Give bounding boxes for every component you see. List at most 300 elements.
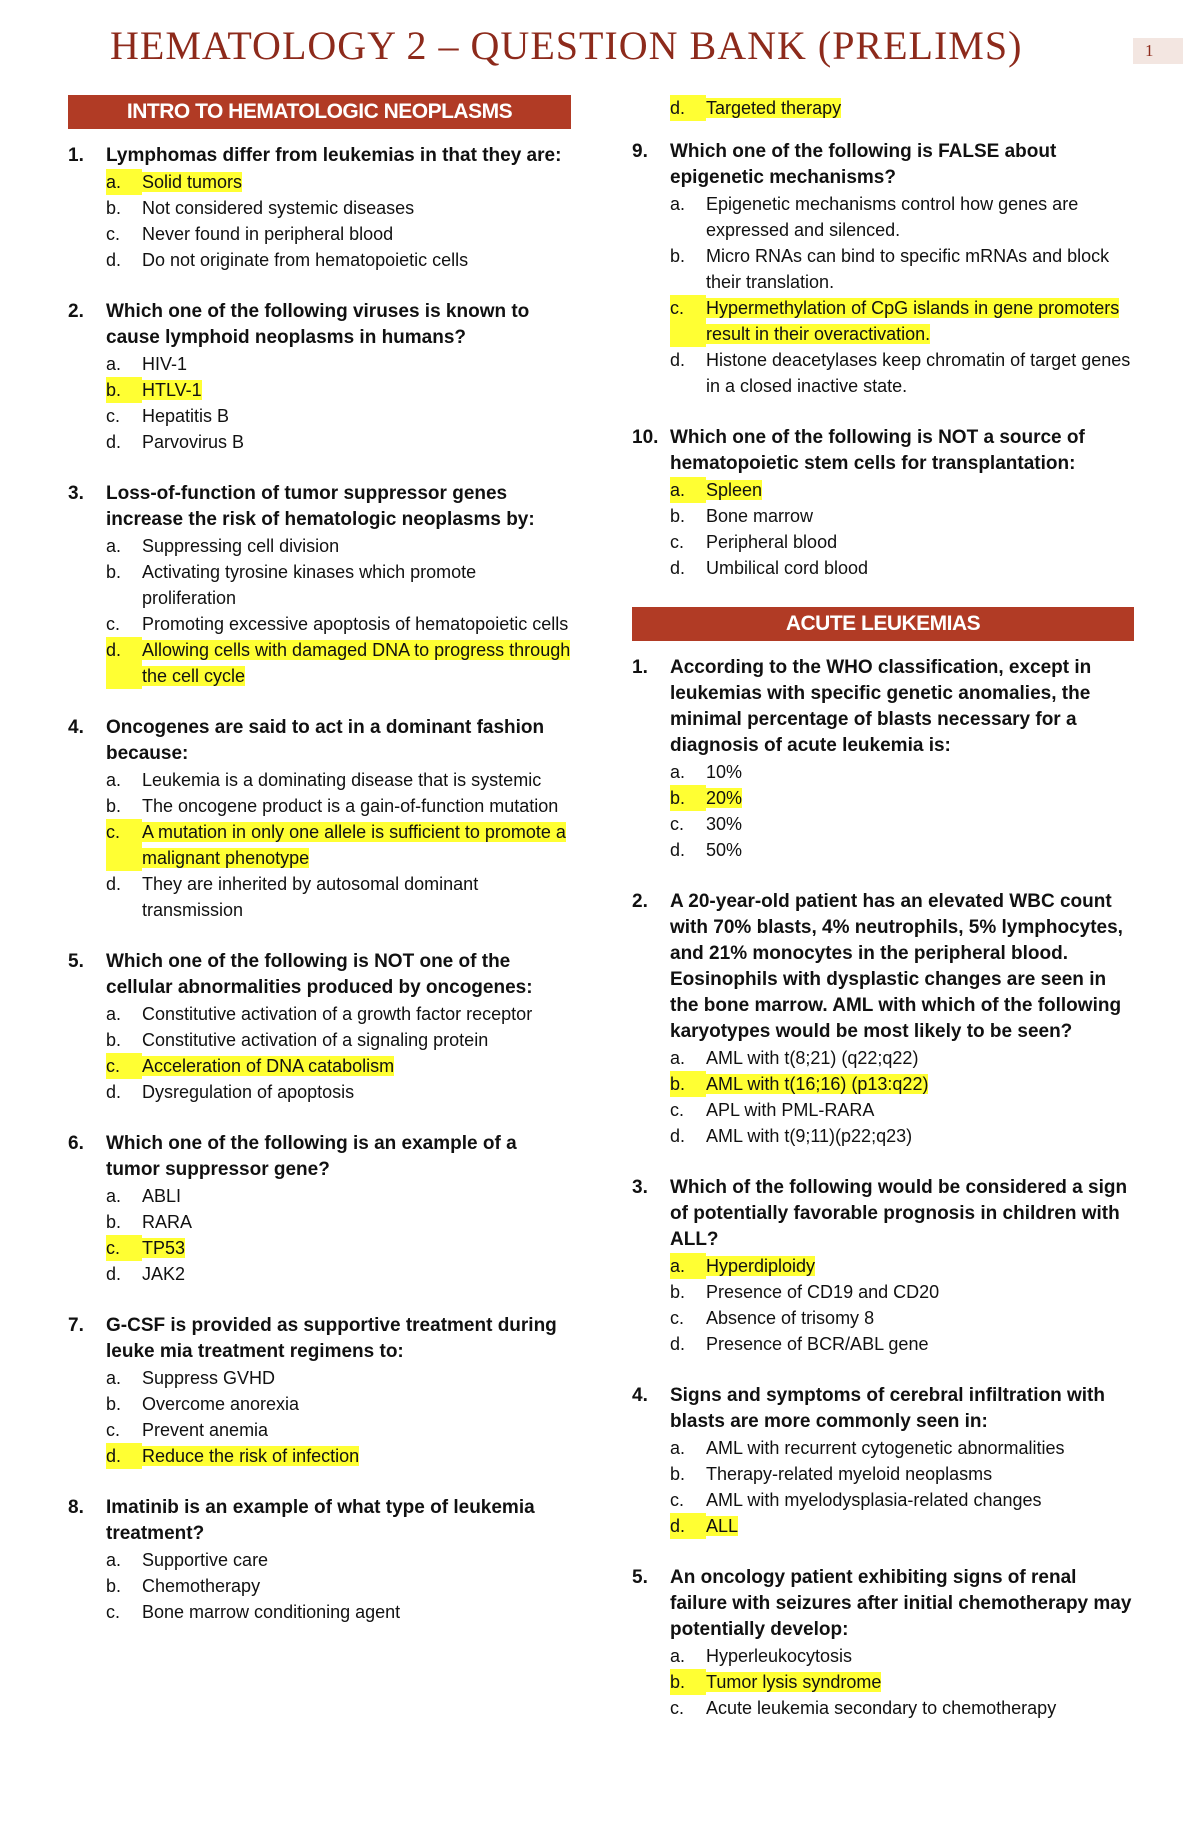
question-number: 6. [68, 1133, 84, 1154]
left-column [68, 95, 571, 1651]
option-letter: b. [106, 1394, 122, 1414]
answer-option-correct [670, 295, 1134, 347]
option-text: Targeted therapy [706, 98, 842, 118]
question-number: 4. [68, 717, 84, 738]
option-text-wrap [706, 837, 1134, 863]
question-item [68, 143, 571, 273]
option-text-wrap [142, 611, 571, 637]
option-text: Suppressing cell division [142, 536, 340, 556]
option-text: HTLV-1 [142, 380, 202, 400]
option-text-wrap [706, 555, 1134, 581]
answer-option [670, 1097, 1134, 1123]
question-stem [68, 949, 571, 1001]
option-letter: b. [670, 506, 686, 526]
answer-option [106, 221, 571, 247]
option-text-wrap [142, 195, 571, 221]
question-stem [632, 1175, 1134, 1253]
page-number: 1 [1133, 38, 1183, 64]
option-text: Constitutive activation of a signaling protein [142, 1030, 489, 1050]
option-text-wrap [706, 1123, 1134, 1149]
answer-option-correct [106, 377, 571, 403]
answer-option [670, 529, 1134, 555]
answer-option [670, 1123, 1134, 1149]
option-letter: d. [670, 1126, 686, 1146]
question-text: According to the WHO classification, except in leukemias with specific genetic anomalies, the minimal percentage of blasts necessary for a diagnosis of acute leukemia is: [670, 657, 1092, 756]
answer-option [670, 1331, 1134, 1357]
answer-option [106, 1261, 571, 1287]
option-text: JAK2 [142, 1264, 186, 1284]
option-text-wrap [706, 811, 1134, 837]
option-letter: c. [670, 295, 706, 347]
option-text-wrap [706, 1305, 1134, 1331]
question-stem [68, 143, 571, 169]
option-letter: a. [106, 1004, 122, 1024]
question-text: Lymphomas differ from leukemias in that they are: [106, 145, 562, 166]
question-number: 5. [68, 951, 84, 972]
option-text-wrap [142, 169, 571, 195]
option-text-wrap [142, 559, 571, 611]
question-text: An oncology patient exhibiting signs of renal failure with seizures after initial chemotherapy may potentially develop: [670, 1567, 1132, 1640]
question-item [632, 1383, 1134, 1539]
option-text-wrap [706, 1331, 1134, 1357]
answer-option [106, 611, 571, 637]
option-letter: a. [670, 1253, 706, 1279]
answer-option [670, 1279, 1134, 1305]
option-text-wrap [142, 871, 571, 923]
option-letter: d. [670, 1334, 686, 1354]
option-text-wrap [142, 1599, 571, 1625]
question-item [68, 481, 571, 689]
option-letter: c. [106, 819, 142, 871]
answer-option [106, 195, 571, 221]
option-text: Allowing cells with damaged DNA to progress through the cell cycle [142, 640, 571, 686]
question-stem [632, 425, 1134, 477]
option-text: 10% [706, 762, 743, 782]
option-letter: a. [106, 169, 142, 195]
answer-option [670, 811, 1134, 837]
option-text-wrap [142, 429, 571, 455]
answer-option [670, 837, 1134, 863]
option-text: Suppress GVHD [142, 1368, 276, 1388]
option-letter: c. [670, 1308, 685, 1328]
option-text-wrap [142, 819, 571, 871]
option-text-wrap [142, 1209, 571, 1235]
option-text-wrap [142, 1443, 571, 1469]
option-text: AML with myelodysplasia-related changes [706, 1490, 1042, 1510]
option-text-wrap [706, 1435, 1134, 1461]
answer-option [670, 191, 1134, 243]
answer-option [106, 871, 571, 923]
option-text: Solid tumors [142, 172, 243, 192]
option-text-wrap [706, 243, 1134, 295]
option-letter: a. [670, 1438, 686, 1458]
option-letter: a. [670, 194, 686, 214]
option-text: Absence of trisomy 8 [706, 1308, 875, 1328]
option-letter: a. [670, 477, 706, 503]
option-letter: d. [106, 637, 142, 689]
option-text: A mutation in only one allele is sufficient to promote a malignant phenotype [142, 822, 566, 868]
section-header-acute-leukemias: ACUTE LEUKEMIAS [632, 607, 1134, 641]
answer-option-correct [670, 1253, 1134, 1279]
option-text: Dysregulation of apoptosis [142, 1082, 355, 1102]
question-item [68, 715, 571, 923]
option-text-wrap [706, 759, 1134, 785]
option-text-wrap [142, 1547, 571, 1573]
answer-option-correct [106, 819, 571, 871]
option-text-wrap [706, 295, 1134, 347]
question-text: Which one of the following is NOT one of the cellular abnormalities produced by oncogenes: [106, 951, 533, 998]
option-text-wrap [706, 1669, 1134, 1695]
option-letter: a. [670, 1048, 686, 1068]
option-text: 20% [706, 788, 743, 808]
answer-option [106, 1027, 571, 1053]
option-text: AML with recurrent cytogenetic abnormalities [706, 1438, 1065, 1458]
question-number: 2. [632, 891, 648, 912]
question-number: 4. [632, 1385, 648, 1406]
option-text: AML with t(9;11)(p22;q23) [706, 1126, 913, 1146]
question-text: Signs and symptoms of cerebral infiltration with blasts are more commonly seen in: [670, 1385, 1105, 1432]
question-text: G-CSF is provided as supportive treatment during leuke mia treatment regimens to: [106, 1315, 557, 1362]
option-letter: b. [106, 377, 142, 403]
answer-option [670, 1461, 1134, 1487]
page-title: HEMATOLOGY 2 – QUESTION BANK (PRELIMS) [110, 23, 1023, 68]
option-text: Hyperleukocytosis [706, 1646, 853, 1666]
option-text: 30% [706, 814, 743, 834]
option-text-wrap [706, 347, 1134, 399]
option-text-wrap [142, 377, 571, 403]
option-letter: b. [106, 198, 122, 218]
option-text-wrap [142, 767, 571, 793]
option-text: Leukemia is a dominating disease that is systemic [142, 770, 542, 790]
answer-option [670, 1695, 1134, 1721]
option-text: Therapy-related myeloid neoplasms [706, 1464, 993, 1484]
question-text: Which one of the following is FALSE about epigenetic mechanisms? [670, 141, 1057, 188]
option-text: Do not originate from hematopoietic cells [142, 250, 469, 270]
option-text: APL with PML-RARA [706, 1100, 875, 1120]
option-letter: a. [106, 536, 122, 556]
option-letter: d. [670, 1513, 706, 1539]
question-item [632, 1175, 1134, 1357]
option-letter: d. [106, 874, 122, 894]
answer-option [670, 1305, 1134, 1331]
option-letter: d. [670, 95, 706, 121]
option-text-wrap [706, 529, 1134, 555]
answer-option [106, 1183, 571, 1209]
option-text-wrap [142, 1417, 571, 1443]
option-text-wrap [142, 1001, 571, 1027]
answer-option-correct [106, 169, 571, 195]
option-text: Promoting excessive apoptosis of hematopoietic cells [142, 614, 569, 634]
question-stem [68, 299, 571, 351]
question-item [68, 1495, 571, 1625]
option-text: Histone deacetylases keep chromatin of target genes in a closed inactive state. [706, 350, 1131, 396]
option-text: Bone marrow conditioning agent [142, 1602, 401, 1622]
option-text: 50% [706, 840, 743, 860]
answer-option-correct [670, 1513, 1134, 1539]
question-number: 3. [68, 483, 84, 504]
option-text-wrap [142, 637, 571, 689]
answer-option [106, 247, 571, 273]
question-number: 3. [632, 1177, 648, 1198]
question-stem [632, 1565, 1134, 1643]
carry-over-option [632, 95, 1134, 121]
option-text-wrap [706, 1071, 1134, 1097]
option-text: Micro RNAs can bind to specific mRNAs and block their translation. [706, 246, 1110, 292]
option-letter: c. [106, 1602, 121, 1622]
option-letter: b. [670, 1282, 686, 1302]
question-list [632, 139, 1134, 581]
option-text: RARA [142, 1212, 193, 1232]
question-number: 2. [68, 301, 84, 322]
question-text: Imatinib is an example of what type of leukemia treatment? [106, 1497, 535, 1544]
option-text: AML with t(16;16) (p13:q22) [706, 1074, 929, 1094]
option-text-wrap [142, 793, 571, 819]
question-stem [68, 715, 571, 767]
option-text: Acute leukemia secondary to chemotherapy [706, 1698, 1057, 1718]
question-text: Loss-of-function of tumor suppressor genes increase the risk of hematologic neoplasms by: [106, 483, 535, 530]
option-text-wrap [706, 1461, 1134, 1487]
option-text: TP53 [142, 1238, 186, 1258]
answer-option [670, 555, 1134, 581]
option-text: ABLI [142, 1186, 182, 1206]
answer-option-correct [106, 1235, 571, 1261]
option-letter: d. [106, 1082, 122, 1102]
question-text: Oncogenes are said to act in a dominant fashion because: [106, 717, 545, 764]
option-letter: a. [106, 354, 122, 374]
option-text-wrap [142, 1235, 571, 1261]
question-item [632, 139, 1134, 399]
option-text-wrap [142, 1365, 571, 1391]
option-text-wrap [142, 351, 571, 377]
answer-option [670, 1643, 1134, 1669]
option-text-wrap [706, 1487, 1134, 1513]
option-text-wrap [706, 191, 1134, 243]
option-text-wrap [706, 1279, 1134, 1305]
question-item [68, 1313, 571, 1469]
answer-option [106, 1001, 571, 1027]
option-text: Acceleration of DNA catabolism [142, 1056, 395, 1076]
answer-option [106, 533, 571, 559]
answer-option [106, 1599, 571, 1625]
option-text: Constitutive activation of a growth factor receptor [142, 1004, 533, 1024]
option-letter: c. [106, 1235, 142, 1261]
option-text: The oncogene product is a gain-of-function mutation [142, 796, 559, 816]
answer-option [670, 759, 1134, 785]
option-letter: b. [670, 1669, 706, 1695]
option-text-wrap [142, 221, 571, 247]
section-header-neoplasms: INTRO TO HEMATOLOGIC NEOPLASMS [68, 95, 571, 129]
option-text-wrap [142, 1391, 571, 1417]
question-item [632, 889, 1134, 1149]
option-text-wrap [706, 95, 1134, 121]
answer-option [106, 1079, 571, 1105]
option-text-wrap [142, 403, 571, 429]
option-text-wrap [142, 1053, 571, 1079]
question-number: 5. [632, 1567, 648, 1588]
question-stem [632, 655, 1134, 759]
option-text: Hyperdiploidy [706, 1256, 816, 1276]
option-text-wrap [142, 1261, 571, 1287]
option-text-wrap [706, 1045, 1134, 1071]
question-stem [68, 1131, 571, 1183]
question-item [68, 1131, 571, 1287]
answer-option-correct [670, 1071, 1134, 1097]
option-letter: a. [670, 762, 686, 782]
question-text: A 20-year-old patient has an elevated WBC count with 70% blasts, 4% neutrophils, 5% lymphocytes, and 21% monocytes in the peripheral blood. Eosinophils with dysplastic changes are seen in the bone marrow. AML with which of the following karyotypes would be most likely to be seen? [670, 891, 1123, 1042]
question-item [68, 299, 571, 455]
question-stem [68, 1313, 571, 1365]
option-letter: b. [670, 1464, 686, 1484]
option-letter: b. [106, 1212, 122, 1232]
answer-option [106, 1391, 571, 1417]
answer-option [106, 793, 571, 819]
answer-option [106, 1365, 571, 1391]
answer-option [670, 1435, 1134, 1461]
right-column [632, 95, 1134, 1747]
option-letter: b. [670, 246, 686, 266]
question-text: Which one of the following is NOT a source of hematopoietic stem cells for transplantation: [670, 427, 1085, 474]
answer-option [106, 429, 571, 455]
option-text-wrap [142, 1573, 571, 1599]
option-text: ALL [706, 1516, 739, 1536]
option-text-wrap [706, 503, 1134, 529]
answer-option [106, 1417, 571, 1443]
answer-option [106, 351, 571, 377]
option-text-wrap [706, 1513, 1134, 1539]
option-text-wrap [142, 533, 571, 559]
question-item [632, 655, 1134, 863]
answer-option-correct [670, 477, 1134, 503]
option-letter: b. [106, 796, 122, 816]
option-letter: a. [106, 1186, 122, 1206]
option-letter: c. [106, 406, 121, 426]
option-letter: c. [106, 614, 121, 634]
answer-option [106, 1209, 571, 1235]
question-stem [632, 1383, 1134, 1435]
question-item [68, 949, 571, 1105]
option-text-wrap [142, 1183, 571, 1209]
answer-option [670, 1487, 1134, 1513]
option-letter: a. [106, 770, 122, 790]
question-text: Which one of the following viruses is known to cause lymphoid neoplasms in humans? [106, 301, 530, 348]
option-letter: d. [670, 558, 686, 578]
question-text: Which one of the following is an example of a tumor suppressor gene? [106, 1133, 517, 1180]
answer-option [670, 243, 1134, 295]
option-text-wrap [706, 1695, 1134, 1721]
option-text: AML with t(8;21) (q22;q22) [706, 1048, 919, 1068]
question-number: 1. [632, 657, 648, 678]
option-text: Supportive care [142, 1550, 269, 1570]
question-number: 10. [632, 427, 659, 448]
option-letter: c. [106, 1420, 121, 1440]
answer-option-correct [106, 1053, 571, 1079]
option-text: Epigenetic mechanisms control how genes are expressed and silenced. [706, 194, 1079, 240]
question-number: 7. [68, 1315, 84, 1336]
option-text-wrap [706, 1643, 1134, 1669]
option-text: Overcome anorexia [142, 1394, 300, 1414]
question-number: 1. [68, 145, 84, 166]
answer-option [106, 559, 571, 611]
option-text: Not considered systemic diseases [142, 198, 415, 218]
option-letter: c. [670, 532, 685, 552]
option-text-wrap [142, 1079, 571, 1105]
question-number: 9. [632, 141, 648, 162]
option-text: Umbilical cord blood [706, 558, 869, 578]
option-letter: a. [106, 1550, 122, 1570]
option-text: Never found in peripheral blood [142, 224, 394, 244]
option-letter: d. [106, 1264, 122, 1284]
option-text-wrap [706, 477, 1134, 503]
answer-option [106, 1573, 571, 1599]
answer-option [106, 1547, 571, 1573]
option-text-wrap [706, 1097, 1134, 1123]
option-text: Chemotherapy [142, 1576, 261, 1596]
option-text: Presence of CD19 and CD20 [706, 1282, 940, 1302]
question-list [68, 143, 571, 1625]
answer-option [670, 347, 1134, 399]
option-text: Tumor lysis syndrome [706, 1672, 882, 1692]
option-text: Bone marrow [706, 506, 814, 526]
answer-option [106, 403, 571, 429]
question-item [632, 425, 1134, 581]
option-letter: b. [106, 1576, 122, 1596]
option-text: Hepatitis B [142, 406, 230, 426]
option-letter: d. [670, 350, 686, 370]
option-text: Prevent anemia [142, 1420, 269, 1440]
question-list [632, 655, 1134, 1721]
question-stem [68, 1495, 571, 1547]
option-text-wrap [706, 1253, 1134, 1279]
option-text: Spleen [706, 480, 763, 500]
option-letter: d. [106, 432, 122, 452]
option-text: Hypermethylation of CpG islands in gene promoters result in their overactivation. [706, 298, 1120, 344]
option-text: Activating tyrosine kinases which promote proliferation [142, 562, 477, 608]
option-letter: d. [670, 840, 686, 860]
option-letter: b. [670, 1071, 706, 1097]
option-text: Parvovirus B [142, 432, 245, 452]
option-text: Peripheral blood [706, 532, 838, 552]
option-letter: c. [106, 224, 121, 244]
option-letter: d. [106, 250, 122, 270]
answer-option-correct [670, 95, 1134, 121]
answer-option-correct [670, 785, 1134, 811]
option-letter: b. [670, 785, 706, 811]
option-text: Reduce the risk of infection [142, 1446, 360, 1466]
question-number: 8. [68, 1497, 84, 1518]
question-text: Which of the following would be considered a sign of potentially favorable prognosis in children with ALL? [670, 1177, 1128, 1250]
answer-option [670, 1045, 1134, 1071]
option-text-wrap [142, 247, 571, 273]
option-letter: b. [106, 562, 122, 582]
option-letter: c. [670, 1698, 685, 1718]
answer-option-correct [106, 637, 571, 689]
option-text-wrap [142, 1027, 571, 1053]
option-text: Presence of BCR/ABL gene [706, 1334, 929, 1354]
question-stem [68, 481, 571, 533]
option-letter: d. [106, 1443, 142, 1469]
option-text: They are inherited by autosomal dominant transmission [142, 874, 479, 920]
option-text: HIV-1 [142, 354, 188, 374]
option-text-wrap [706, 785, 1134, 811]
option-letter: c. [670, 1100, 685, 1120]
question-stem [632, 889, 1134, 1045]
option-letter: c. [106, 1053, 142, 1079]
option-letter: a. [106, 1368, 122, 1388]
answer-option-correct [106, 1443, 571, 1469]
option-letter: a. [670, 1646, 686, 1666]
option-letter: c. [670, 1490, 685, 1510]
option-letter: b. [106, 1030, 122, 1050]
